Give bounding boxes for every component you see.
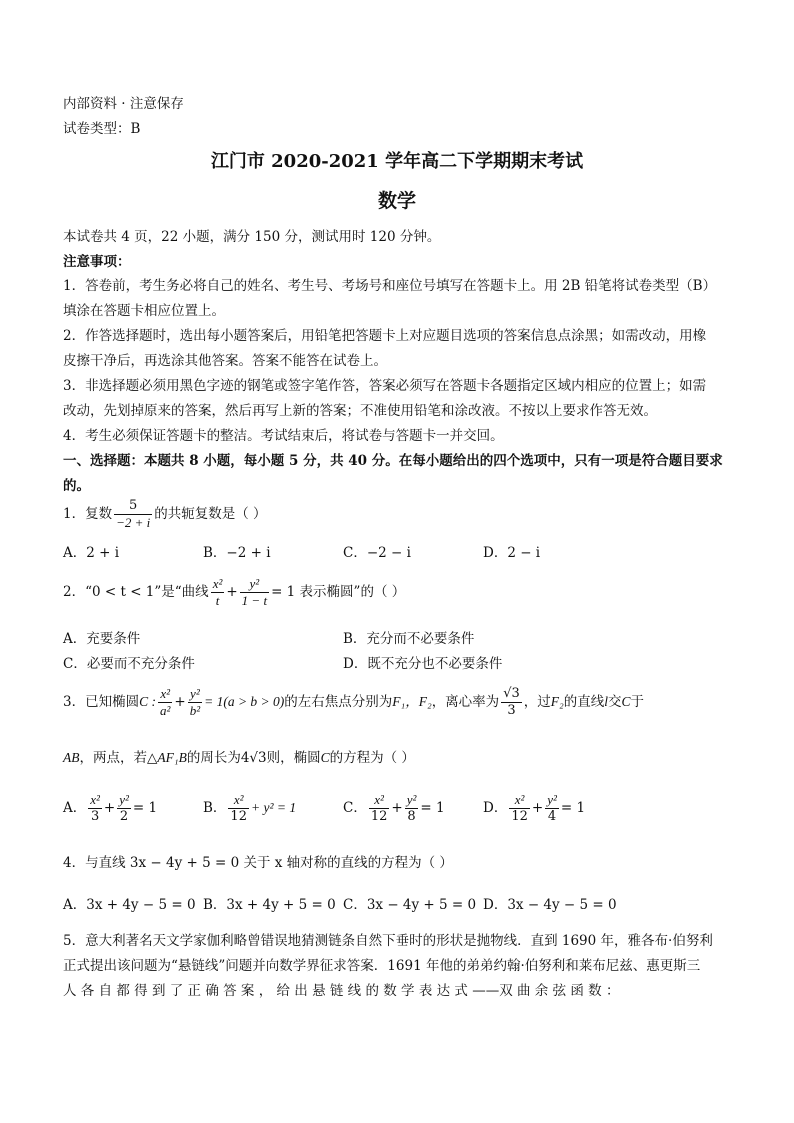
q3-fraction-x	[158, 686, 172, 719]
exam-title: 江门市 2020-2021 学年高二下学期期末考试	[210, 151, 584, 172]
q1-option-b: B．−2 + i	[203, 545, 271, 561]
q2-option-d: D．既不充分也不必要条件	[343, 656, 503, 672]
q2-frac1-den: t	[215, 593, 220, 608]
q3-text-6: 交	[607, 694, 622, 710]
q3-fraction-y	[188, 686, 202, 719]
paper-type: 试卷类型：B	[63, 121, 141, 137]
q3-perimeter: 4√3	[240, 750, 267, 766]
q2-text-2: = 1 表示椭圆”的（ ）	[271, 584, 406, 600]
q3-opt-a-d1: 3	[90, 809, 100, 824]
q3-eccentricity	[501, 686, 522, 719]
q3-opt-d-n1: x²	[509, 792, 530, 809]
q2-frac1-num: x²	[212, 576, 223, 591]
q1-option-a: A．2 + i	[63, 545, 120, 561]
question-2	[63, 576, 405, 609]
q3-plus: +	[174, 694, 186, 710]
section-heading-cont: 的。	[63, 478, 90, 494]
q3-text-7: 于	[630, 694, 644, 710]
notes-heading: 注意事项：	[63, 254, 131, 270]
q3-option-c: C． $\frac{\text{x²}}{12}$ + $\frac{\text{y²}}{8}$ = 1	[343, 792, 445, 824]
q3-opt-c-d2: 8	[407, 809, 416, 824]
q3-option-b	[203, 792, 296, 825]
q2-option-b: B．充分而不必要条件	[343, 631, 475, 647]
q1-option-d: D．2 − i	[483, 545, 541, 561]
exam-intro: 本试卷共 4 页，22 小题，满分 150 分，测试用时 120 分钟。	[63, 229, 441, 245]
q3-opt-c-frac2	[405, 792, 419, 825]
q2-text-1: 2．“0 < t < 1”是“曲线	[63, 584, 209, 600]
q3-opt-b-label: B．	[203, 800, 227, 816]
q1-prefix: 1．复数	[63, 506, 113, 522]
q3-opt-d-label: D．	[483, 800, 508, 816]
q3-ab: AB	[63, 750, 80, 765]
q3-ellipse-name: C :	[139, 694, 156, 709]
q3-opt-b-frac1	[228, 792, 249, 825]
q3-fx-num: x²	[158, 686, 172, 703]
q2-option-a: A．充要条件	[63, 631, 141, 647]
confidential-note: 内部资料 · 注意保存	[63, 96, 184, 112]
q3-line2-b: ，两点，若	[79, 750, 147, 766]
q3-text-2: 的左右焦点分别为	[284, 694, 393, 710]
q3-text-1: 3．已知椭圆	[63, 694, 140, 710]
q2-frac2-den: 1 − t	[241, 593, 268, 608]
q1-numerator: 5	[114, 498, 152, 515]
q3-opt-d-tail: = 1	[560, 800, 586, 816]
q3-fy-num: y²	[188, 686, 202, 703]
q3-line2-f: 的方程为（ ）	[329, 750, 415, 766]
question-5-line-2: 正式提出该问题为“悬链线”问题并向数学界征求答案．1691 年他的弟弟约翰·伯努利和莱布尼兹、惠更斯三	[63, 958, 701, 974]
q3-opt-a-d2: 2	[119, 809, 129, 824]
q3-opt-a-frac2	[117, 792, 131, 825]
q4-option-d: D．3x − 4y − 5 = 0	[483, 897, 617, 913]
q2-fraction-1	[211, 576, 225, 609]
q3-opt-b-n1: x²	[228, 792, 249, 809]
q3-text-4: ，过	[523, 694, 551, 710]
note-line: 改动，先划掉原来的答案，然后再写上新的答案；不准使用铅笔和涂改液。不按以上要求作答无效。	[63, 403, 657, 419]
q3-e-den: 3	[507, 703, 516, 718]
q1-option-c: C．−2 − i	[343, 545, 411, 561]
q3-opt-b-mid: + y² = 1	[250, 800, 297, 815]
q1-suffix: 的共轭复数是（ ）	[154, 506, 267, 522]
note-line: 填涂在答题卡相应位置上。	[63, 303, 225, 319]
q3-option-d: D． $\frac{\text{x²}}{12}$ + $\frac{\text{y²}}{4}$ = 1	[483, 792, 586, 824]
q2-fraction-2	[240, 576, 269, 609]
q3-opt-d-n2: y²	[547, 792, 557, 807]
note-line: 4．考生必须保证答题卡的整洁。考试结束后，将试卷与答题卡一并交回。	[63, 428, 504, 444]
question-3-cont	[63, 746, 415, 766]
q3-f2: F₂	[550, 694, 564, 709]
q3-opt-c-d1: 12	[370, 809, 388, 824]
q2-frac2-num: y²	[240, 576, 269, 593]
q3-opt-c-n1: x²	[369, 792, 390, 809]
q3-opt-d-frac1	[509, 792, 530, 825]
q3-opt-a-n2: y²	[119, 792, 129, 807]
q3-opt-d-frac2	[545, 792, 559, 825]
q2-plus: +	[226, 584, 238, 600]
q3-opt-c-tail: = 1	[420, 800, 445, 816]
question-3	[63, 686, 644, 719]
q3-line2-d: 则，椭圆	[266, 750, 321, 766]
note-line: 3．非选择题必须用黑色字迹的钢笔或签字笔作答，答案必须写在答题卡各题指定区域内相应的位置上；如需	[63, 378, 707, 394]
q3-opt-c-frac1	[369, 792, 390, 825]
q3-opt-d-d2: 4	[547, 809, 557, 824]
section-heading: 一、选择题：本题共 8 小题，每小题 5 分，共 40 分。在每小题给出的四个选项中，只有一项是符合题目要求	[63, 453, 723, 469]
question-5-line-3: 人 各 自 都 得 到 了 正 确 答 案 ， 给 出 悬 链 线 的 数 学 表 达 式 ——双 曲 余 弦 函 数 ：	[63, 983, 620, 999]
q3-equation-tail: = 1(a > b > 0)	[204, 694, 285, 709]
q3-opt-d-d1: 12	[511, 809, 528, 824]
q3-opt-c-label: C．	[343, 800, 367, 816]
q3-line-l: l	[604, 694, 608, 709]
question-1	[63, 498, 267, 531]
question-5-line-1: 5．意大利著名天文学家伽利略曾错误地猜测链条自然下垂时的形状是抛物线．直到 1690 年，雅各布·伯努利	[63, 933, 713, 949]
q3-c: C	[621, 694, 631, 709]
q1-fraction	[114, 498, 152, 531]
q3-opt-b-d1: 12	[230, 809, 247, 824]
note-line: 2．作答选择题时，选出每小题答案后，用铅笔把答题卡上对应题目选项的答案信息点涂黑；如需改动，用橡	[63, 328, 707, 344]
q3-opt-a-n1: x²	[90, 792, 100, 807]
note-line: 皮擦干净后，再选涂其他答案。答案不能答在试卷上。	[63, 353, 387, 369]
q3-opt-c-n2: y²	[406, 792, 417, 807]
q3-foci: F₁，F₂	[392, 694, 432, 709]
q3-opt-a-frac1	[88, 792, 102, 825]
q3-line2-c: 的周长为	[186, 750, 241, 766]
note-line: 1．答卷前，考生务必将自己的姓名、考生号、考场号和座位号填写在答题卡上。用 2B 铅笔将试卷类型（B）	[63, 278, 717, 294]
q3-opt-a-label: A．	[63, 800, 87, 816]
question-4: 4．与直线 3x − 4y + 5 = 0 关于 x 轴对称的直线的方程为（ ）	[63, 855, 453, 871]
q3-line2-e: C	[320, 750, 330, 765]
q3-text-5: 的直线	[563, 694, 605, 710]
q3-text-3: ，离心率为	[431, 694, 500, 710]
q1-denominator: −2 + i	[116, 515, 151, 530]
q3-opt-a-tail: = 1	[132, 800, 158, 816]
subject-title: 数学	[377, 190, 416, 212]
q3-fx-den: a²	[159, 703, 171, 718]
q3-fy-den: b²	[189, 703, 201, 718]
q2-option-c: C．必要而不充分条件	[63, 656, 195, 672]
q4-option-b: B．3x + 4y + 5 = 0	[203, 897, 336, 913]
q3-e-num: √3	[503, 686, 520, 701]
q4-option-c: C．3x − 4y + 5 = 0	[343, 897, 477, 913]
q4-option-a: A．3x + 4y − 5 = 0	[63, 897, 196, 913]
q3-triangle: △AF₁B	[147, 750, 187, 765]
q3-option-a: A． $\frac{\text{x²}}{3}$ + $\frac{\text{y²}}{2}$ = 1	[63, 792, 158, 824]
